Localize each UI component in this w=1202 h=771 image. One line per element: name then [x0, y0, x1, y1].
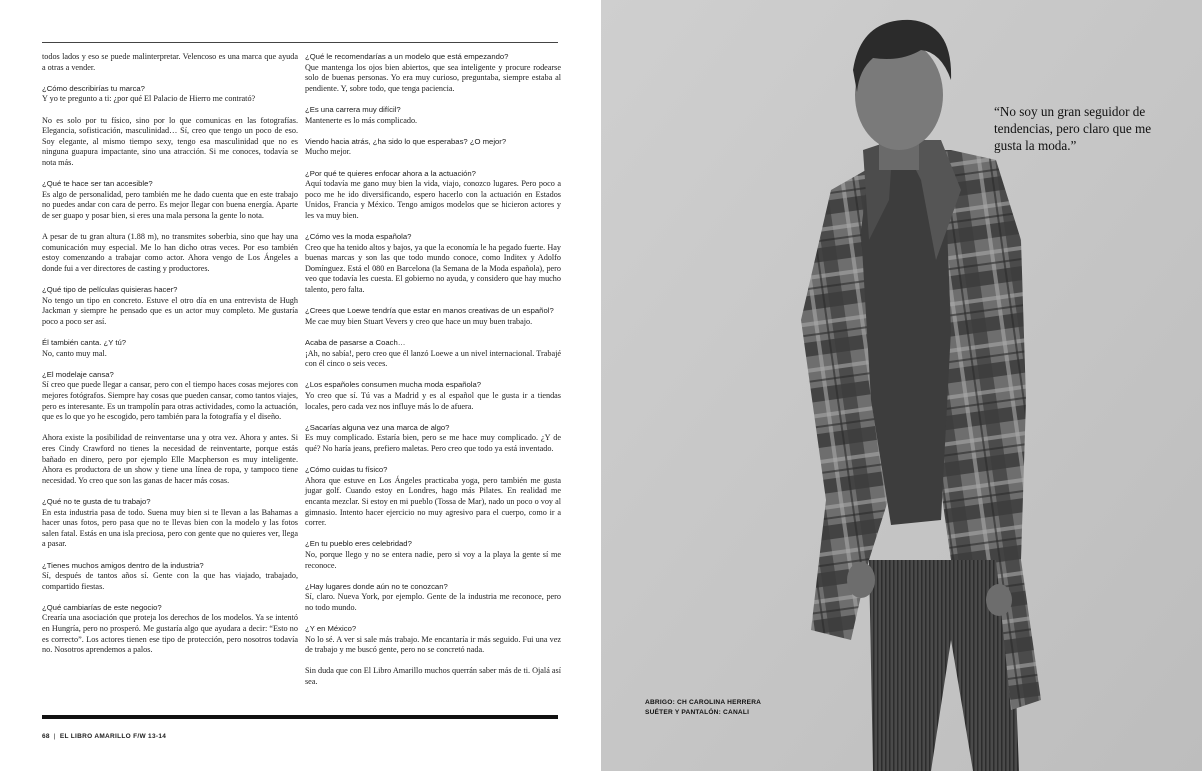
interview-answer: No, canto muy mal.	[42, 348, 107, 358]
bottom-rule	[42, 715, 558, 719]
page-footer	[42, 733, 166, 740]
interview-question: ¿Cómo ves la moda española?	[305, 232, 412, 242]
interview-question: ¿Es una carrera muy difícil?	[305, 104, 401, 114]
interview-answer: No es solo por tu físico, sino por lo que comunicas en las fotografías. Elegancia, sofisticación, masculinidad… Sí, creo que tengo un poco de eso. Soy elegante, al mismo tiempo sexy, tengo esa masculinidad que no es ninguna guapura impactante, sino una atracción. Si me conoces, todavía se nota más.	[42, 115, 298, 167]
interview-column-1	[42, 52, 298, 666]
interview-question: ¿Hay lugares donde aún no te conozcan?	[305, 581, 448, 591]
qa-block	[305, 105, 561, 126]
interview-answer: Y yo te pregunto a ti: ¿por qué El Palacio de Hierro me contrató?	[42, 94, 256, 104]
qa-block	[42, 497, 298, 550]
interview-question: ¿Cómo cuidas tu físico?	[305, 465, 388, 475]
left-page	[0, 0, 600, 771]
qa-block	[42, 370, 298, 423]
interview-question: ¿En tu pueblo eres celebridad?	[305, 539, 412, 549]
interview-answer: Que mantenga los ojos bien abiertos, que sea inteligente y procure rodearse solo de buenas personas. Yo era muy curioso, preguntaba, siempre estaba al pendiente. Y, sobre todo, que tenga paciencia.	[305, 62, 561, 93]
qa-block	[305, 169, 561, 222]
qa-block	[305, 338, 561, 370]
top-rule	[42, 42, 558, 43]
qa-block	[305, 582, 561, 614]
interview-answer: Sí creo que puede llegar a cansar, pero con el tiempo haces cosas mejores con mejores fotógrafos. Siempre hay cosas que pueden cansar, como tantos viajes, pero es interesante. Es un trampolín para otras actividades, como la actuación, que es lo que yo he escogido, pero también para la fotografía y el diseño.	[42, 380, 298, 422]
qa-block	[42, 603, 298, 656]
qa-block	[305, 539, 561, 571]
interview-question: ¿Cómo describirías tu marca?	[42, 83, 145, 93]
qa-block	[305, 137, 561, 158]
interview-answer: No tengo un tipo en concreto. Estuve el otro día en una entrevista de Hugh Jackman y siempre he pensado que es un actor muy completo. Me gustaría poco a poco ser así.	[42, 295, 298, 326]
qa-block	[42, 561, 298, 593]
interview-question: ¿Los españoles consumen mucha moda española?	[305, 380, 482, 390]
interview-answer: Mantenerte es lo más complicado.	[305, 115, 418, 125]
interview-answer: Sin duda que con El Libro Amarillo muchos querrán saber más de ti. Ojalá así sea.	[305, 666, 561, 687]
interview-answer: No lo sé. A ver si sale más trabajo. Me encantaría ir más seguido. Fui una vez de trabajo y me buscó gente, pero no se concretó nada.	[305, 634, 561, 655]
interview-answer: Ahora que estuve en Los Ángeles practicaba yoga, pero también me gusta jugar golf. Cuando estoy en Londres, hago más Pilates. En realidad me encanta mezclar. Si estoy en mi pueblo (Tossa de Mar), nado un poco o voy al gimnasio. Intento hacer ejercicio no muy agresivo para el cuerpo, como ir a correr.	[305, 475, 561, 528]
qa-block	[305, 232, 561, 296]
qa-block	[305, 423, 561, 455]
interview-column-2	[305, 52, 561, 698]
interview-question: ¿Por qué te quieres enfocar ahora a la actuación?	[305, 168, 476, 178]
interview-question: ¿El modelaje cansa?	[42, 369, 114, 379]
footer-separator: |	[53, 733, 56, 740]
qa-block	[305, 306, 561, 327]
qa-block	[305, 52, 561, 94]
interview-question: ¿Qué cambiarías de este negocio?	[42, 602, 162, 612]
interview-question: ¿Crees que Loewe tendría que estar en manos creativas de un español?	[305, 306, 554, 316]
interview-answer: Me cae muy bien Stuart Vevers y creo que hace un muy buen trabajo.	[305, 316, 533, 326]
interview-question: ¿Qué te hace ser tan accesible?	[42, 179, 153, 189]
interview-answer: No, porque llego y no se entera nadie, pero si voy a la playa la gente sí me reconoce.	[305, 549, 561, 570]
qa-block	[305, 465, 561, 529]
interview-question: Él también canta. ¿Y tú?	[42, 338, 127, 348]
interview-question: ¿Y en México?	[305, 624, 357, 634]
qa-block	[42, 179, 298, 221]
qa-block	[42, 285, 298, 327]
interview-answer: Crearía una asociación que proteja los derechos de los modelos. Ya se intentó en Hungría, pero no prosperó. Me gustaría algo que ayudara a decir: “Esto no es correcto”. Los actores tienen ese tipo de protección, pero nosotros todavía no. Nosotros aprendemos a palos.	[42, 613, 298, 655]
interview-question: ¿Qué tipo de películas quisieras hacer?	[42, 285, 178, 295]
interview-answer: Mucho mejor.	[305, 147, 351, 157]
qa-block	[42, 338, 298, 359]
interview-answer: ¡Ah, no sabía!, pero creo que él lanzó Loewe a un nivel internacional. Trabajé con él cinco o seis veces.	[305, 348, 561, 369]
interview-answer: todos lados y eso se puede malinterpretar. Velencoso es una marca que ayuda a otras a vender.	[42, 52, 298, 72]
right-page	[601, 0, 1202, 771]
pull-quote: “No soy un gran seguidor de tendencias, pero claro que me gusta la moda.”	[994, 104, 1152, 153]
page-number: 68	[42, 733, 50, 740]
qa-block	[305, 624, 561, 656]
interview-question: ¿Tienes muchos amigos dentro de la industria?	[42, 560, 204, 570]
interview-question: Acaba de pasarse a Coach…	[305, 338, 406, 348]
credit-coat: ABRIGO: CH CAROLINA HERRERA	[645, 699, 762, 706]
qa-block	[305, 380, 561, 412]
interview-answer: Aquí todavía me gano muy bien la vida, viajo, conozco lugares. Pero poco a poco me he ido diversificando, espero hacerlo con la actuación en Estados Unidos, Francia y México. Tengo amigos modelos que se hicieron actores y les va muy bien.	[305, 179, 561, 220]
interview-answer: Ahora existe la posibilidad de reinventarse una y otra vez. Ahora y antes. Si eres Cindy Crawford no tienes la necesidad de reinventarte, porque estás bañado en dinero, pero por ejemplo Elle Macpherson es muy inteligente. Ahora es productora de un show y tiene una línea de ropa, y tampoco tiene necesidad. Yo creo que son las ganas de hacer más cosas.	[42, 433, 298, 485]
qa-block	[42, 232, 298, 274]
credit-sweater-pants: SUÉTER Y PANTALÓN: CANALI	[645, 709, 750, 716]
qa-block	[42, 52, 298, 73]
magazine-name: EL LIBRO AMARILLO F/W 13-14	[59, 733, 167, 740]
interview-answer: Es algo de personalidad, pero también me he dado cuenta que en este trabajo no puedes andar con cara de perro. Es mejor llegar con buena energía. Aparte de ser guapo y posar bien, si eres una mala persona la gente lo nota.	[42, 189, 298, 220]
interview-question: ¿Sacarías alguna vez una marca de algo?	[305, 422, 450, 432]
qa-block	[42, 84, 298, 105]
interview-answer: A pesar de tu gran altura (1.88 m), no transmites soberbia, sino que hay una comunicación muy especial. Me lo han dicho otras veces. Por eso también estoy comenzando a trabajar como actor. Ahora vengo de Los Ángeles a donde fui a ver directores de casting y productores.	[42, 232, 298, 273]
interview-question: Viendo hacia atrás, ¿ha sido lo que esperabas? ¿O mejor?	[305, 136, 507, 146]
clothing-credits	[645, 698, 761, 718]
interview-answer: Sí, claro. Nueva York, por ejemplo. Gente de la industria me reconoce, pero no todo mundo.	[305, 592, 561, 612]
interview-answer: En esta industria pasa de todo. Suena muy bien si te llevan a las Bahamas a hacer unas fotos, pero pasa que no te llevas bien con la modelo y las fotos salen fatal. Estás en una isla preciosa, pero con gente que no quieres ver, llega a pasar.	[42, 507, 298, 549]
interview-answer: Yo creo que sí. Tú vas a Madrid y es al español que le gusta ir a tiendas locales, pero cada vez nos influye más lo de afuera.	[305, 391, 561, 411]
qa-block	[42, 433, 298, 486]
interview-answer: Sí, después de tantos años sí. Gente con la que has viajado, trabajado, compartido fiestas.	[42, 571, 298, 591]
qa-block	[42, 116, 298, 169]
qa-block	[305, 666, 561, 687]
interview-answer: Es muy complicado. Estaría bien, pero se me hace muy complicado. ¿Y de qué? No haría jeans, prefiero maletas. Pero creo que todo ya está inventado.	[305, 433, 561, 453]
interview-question: ¿Qué no te gusta de tu trabajo?	[42, 496, 151, 506]
interview-question: ¿Qué le recomendarías a un modelo que está empezando?	[305, 52, 509, 61]
interview-answer: Creo que ha tenido altos y bajos, ya que la economía le ha pegado fuerte. Hay buenas marcas y son las que todo mundo conoce, como Inditex y Adolfo Domínguez. Está el 080 en Barcelona (la Semana de la Moda española), pero veo que todavía les cuesta. El gobierno no ayuda, y considero que hay mucho talento, pero falta.	[305, 242, 561, 295]
